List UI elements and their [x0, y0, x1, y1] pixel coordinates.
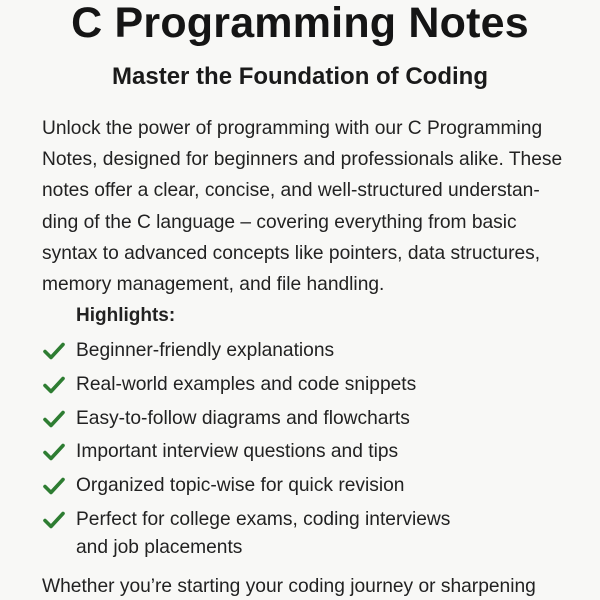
highlight-line: and job placements	[76, 536, 243, 558]
page-subtitle: Master the Foundation of Coding	[112, 63, 488, 90]
check-icon	[42, 442, 66, 462]
highlight-line: Real-world examples and code snippets	[76, 373, 417, 395]
check-icon	[42, 510, 66, 530]
highlight-text	[76, 506, 556, 562]
highlight-line: Organized topic-wise for quick revision	[76, 475, 405, 497]
highlight-item	[0, 437, 600, 471]
intro-line: Unlock the power of programming with our C Programming	[42, 118, 543, 139]
intro-line: notes offer a clear, concise, and well-structured understan-	[42, 180, 540, 202]
highlight-line: Beginner-friendly explanations	[76, 340, 335, 361]
highlight-item	[0, 471, 600, 505]
highlight-text	[76, 472, 556, 500]
check-icon	[42, 375, 66, 395]
closing-paragraph: Whether you’re starting your coding journey or sharpening	[42, 576, 536, 597]
highlight-item	[0, 336, 600, 370]
intro-paragraph	[42, 113, 582, 300]
intro-line: ding of the C language – covering everything from basic	[42, 211, 517, 233]
check-icon	[42, 409, 66, 429]
intro-line: Notes, designed for beginners and professionals alike. These	[42, 149, 563, 171]
intro-line: memory management, and file handling.	[42, 274, 385, 296]
highlight-item	[0, 404, 600, 438]
highlight-line: Important interview questions and tips	[76, 441, 399, 463]
page-title: C Programming Notes	[71, 0, 529, 47]
highlights-heading: Highlights:	[76, 305, 176, 326]
highlight-item	[0, 505, 600, 567]
highlight-line: Easy-to-follow diagrams and flowcharts	[76, 407, 410, 429]
highlight-item	[0, 370, 600, 404]
check-icon	[42, 341, 66, 361]
check-icon	[42, 476, 66, 496]
highlight-line: Perfect for college exams, coding interviews	[76, 508, 451, 530]
highlight-text	[76, 438, 556, 466]
highlight-text	[76, 371, 556, 399]
intro-line: syntax to advanced concepts like pointers, data structures,	[42, 242, 541, 264]
highlight-text	[76, 337, 556, 365]
highlights-list	[0, 336, 600, 567]
highlight-text	[76, 405, 556, 433]
